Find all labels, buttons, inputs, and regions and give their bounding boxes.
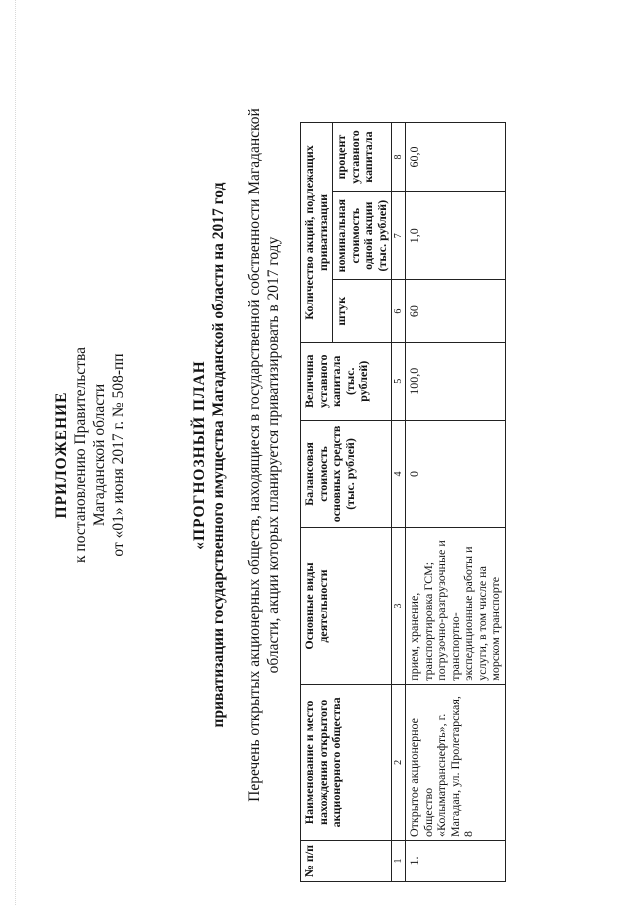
header-nominal: номинальная стоимость одной акции (тыс. рублей) <box>333 192 392 280</box>
column-number: 6 <box>392 280 406 343</box>
cell-name: Открытое акционерное общество «Колыматранснефть», г. Магадан, ул. Пролетарская, 8 <box>406 684 506 840</box>
appendix-line-2: Магаданской области <box>91 383 108 527</box>
appendix-title: ПРИЛОЖЕНИЕ <box>53 391 70 519</box>
document-title <box>190 20 228 890</box>
header-name: Наименование и место нахождения открытого акционерного общества <box>301 684 392 840</box>
column-number: 5 <box>392 342 406 420</box>
column-number: 8 <box>392 123 406 192</box>
document-title-line-1: «ПРОГНОЗНЫЙ ПЛАН <box>191 360 208 550</box>
header-num: № п/п <box>301 841 392 882</box>
cell-capital: 100,0 <box>406 342 506 420</box>
header-balance: Балансовая стоимость основных средств (тыс. рублей) <box>301 420 392 528</box>
header-capital: Величина уставного капитала (тыс. рублей) <box>301 342 392 420</box>
header-row-1 <box>301 123 333 882</box>
header-activities: Основные виды деятельности <box>301 528 392 684</box>
intro-line-1: Перечень открытых акционерных обществ, находящиеся в государственной собственности Магаданской <box>246 108 263 802</box>
header-shares-group: Количество акций, подлежащих приватизации <box>301 123 333 343</box>
column-number: 4 <box>392 420 406 528</box>
cell-shares: 60 <box>406 280 506 343</box>
appendix-line-1: к постановлению Правительства <box>72 347 89 563</box>
cell-percent: 60,0 <box>406 123 506 192</box>
column-number: 3 <box>392 528 406 684</box>
intro-line-2: области, акции которых планируется приватизировать в 2017 году <box>265 236 282 674</box>
rotated-page <box>0 20 640 890</box>
header-shares-count: штук <box>333 280 392 343</box>
intro-text <box>245 80 283 830</box>
column-number: 7 <box>392 192 406 280</box>
appendix-block <box>52 20 128 890</box>
cell-activities: прием, хранение, транспортировка ГСМ; погрузочно-разгрузочные и транспортно-экспедиционные работы и услуги, в том числе на морском транспорте <box>406 528 506 684</box>
cell-num: 1. <box>406 841 506 882</box>
appendix-line-3: от «01» июня 2017 г. № 508-пп <box>110 353 127 557</box>
header-percent: процент уставного капитала <box>333 123 392 192</box>
cell-balance: 0 <box>406 420 506 528</box>
column-number: 2 <box>392 684 406 840</box>
cell-nominal: 1,0 <box>406 192 506 280</box>
column-number: 1 <box>392 841 406 882</box>
privatization-table <box>300 122 506 882</box>
document-title-line-2: приватизации государственного имущества Магаданской области на 2017 год <box>210 182 227 728</box>
column-number-row <box>392 123 406 882</box>
table-row <box>406 123 506 882</box>
